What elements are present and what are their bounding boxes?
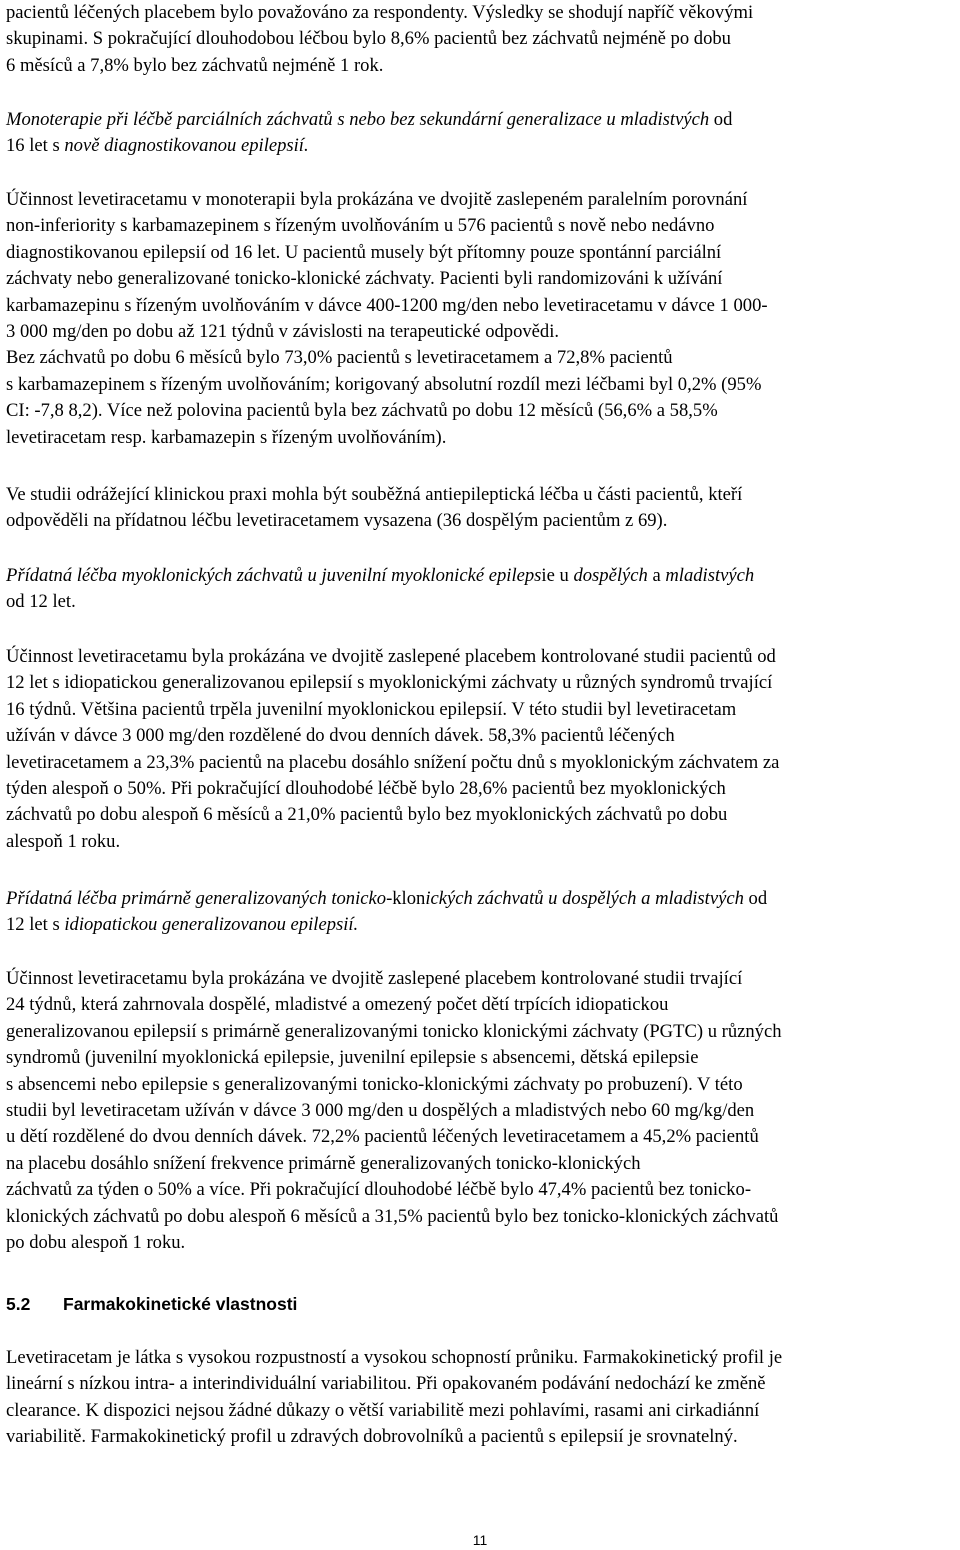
paragraph-pharmacokinetics	[6, 1345, 960, 1451]
text-line: záchvaty nebo generalizované tonicko-klonické záchvaty. Pacienti byli randomizováni k užívání	[6, 268, 723, 290]
text-line: Účinnost levetiracetamu v monoterapii byla prokázána ve dvojitě zaslepeném paralelním porovnání	[6, 189, 748, 210]
text-line: Ve studii odrážející klinickou praxi mohla být souběžná antiepileptická léčba u části pacientů, kteří	[6, 484, 743, 505]
text-line: Účinnost levetiracetamu byla prokázána ve dvojitě zaslepené placebem kontrolované studii pacientů od	[6, 646, 776, 667]
text-line: u dětí rozdělené do dvou denních dávek. 72,2% pacientů léčených levetiracetamem a 45,2% pacientů	[6, 1126, 759, 1148]
text-line: syndromů (juvenilní myoklonická epilepsie, juvenilní epilepsie s absencemi, dětská epilepsie	[6, 1047, 699, 1069]
text-line: užíván v dávce 3 000 mg/den rozdělené do dvou denních dávek. 58,3% pacientů léčených	[6, 725, 675, 747]
subheading-text: Monoterapie při léčbě parciálních záchvatů s nebo bez sekundární generalizace u mladistvých	[6, 109, 710, 130]
text-line: 3 000 mg/den po dobu až 121 týdnů v závislosti na terapeutické odpovědi.	[6, 321, 560, 343]
text-line: levetiracetamem a 23,3% pacientů na placebu dosáhlo snížení počtu dnů s myoklonickým záchvatem za	[6, 751, 780, 773]
text-line: klonických záchvatů po dobu alespoň 6 měsíců a 31,5% pacientů bylo bez tonicko-klonických záchvatů	[6, 1205, 779, 1227]
paragraph-clinical-practice	[6, 482, 960, 535]
text-line: generalizovanou epilepsií s primárně generalizovanými tonicko klonickými záchvaty (PGTC) u různých	[6, 1020, 782, 1042]
subheading-text: od	[709, 109, 733, 130]
paragraph-monotherapy	[6, 187, 960, 451]
text-line: týden alespoň o 50%. Při pokračující dlouhodobé léčbě bylo 28,6% pacientů bez myoklonických	[6, 778, 726, 800]
text-line: 16 týdnů. Většina pacientů trpěla juvenilní myoklonickou epilepsií. V této studii byl levetiracetam	[6, 698, 737, 720]
subheading-text: Přídatná léčba myoklonických záchvatů u juvenilní myoklonické epileps	[6, 565, 542, 586]
subheading-text: dospělých	[573, 565, 648, 586]
subheading-text: -klon	[386, 888, 426, 909]
subheading-text: ie u	[541, 565, 574, 586]
subheading-text: idiopatickou generalizovanou epilepsií.	[64, 914, 359, 936]
subheading-monotherapy	[6, 107, 960, 160]
subheading-text: 16 let s	[6, 135, 65, 157]
text-line: záchvatů po dobu alespoň 6 měsíců a 21,0% pacientů bylo bez myoklonických záchvatů po dobu	[6, 804, 728, 826]
text-line: clearance. K dispozici nejsou žádné důkazy o větší variabilitě mezi pohlavími, rasami ani cirkadiánní	[6, 1399, 760, 1421]
text-line: studii byl levetiracetam užíván v dávce 3 000 mg/den u dospělých a mladistvých nebo 60 mg/kg/den	[6, 1100, 755, 1122]
section-heading	[6, 1292, 297, 1316]
text-line: Bez záchvatů po dobu 6 měsíců bylo 73,0% pacientů s levetiracetamem a 72,8% pacientů	[6, 347, 673, 369]
paragraph-myoclonic	[6, 644, 960, 855]
subheading-pgtc	[6, 886, 960, 939]
text-line: odpověděli na přídatnou léčbu levetiracetamem vysazena (36 dospělým pacientům z 69).	[6, 510, 668, 532]
page-number: 11	[472, 1532, 488, 1548]
subheading-text: mladistvých	[665, 565, 755, 586]
text-line: po dobu alespoň 1 roku.	[6, 1232, 186, 1254]
text-line: 6 měsíců a 7,8% bylo bez záchvatů nejméně 1 rok.	[6, 54, 384, 76]
text-line: Účinnost levetiracetamu byla prokázána ve dvojitě zaslepené placebem kontrolované studii trvající	[6, 968, 743, 989]
subheading-text: od 12 let.	[6, 591, 76, 613]
text-line: levetiracetam resp. karbamazepin s řízeným uvolňováním).	[6, 426, 447, 448]
text-line: na placebu dosáhlo snížení frekvence primárně generalizovaných tonicko-klonických	[6, 1152, 641, 1174]
text-line: skupinami. S pokračující dlouhodobou léčbou bylo 8,6% pacientů bez záchvatů nejméně po dobu	[6, 28, 731, 50]
text-line: pacientů léčených placebem bylo považováno za respondenty. Výsledky se shodují napříč věkovými	[6, 2, 754, 23]
subheading-myoclonic	[6, 563, 960, 616]
text-line: CI: -7,8 8,2). Více než polovina pacientů byla bez záchvatů po dobu 12 měsíců (56,6% a 58,5%	[6, 400, 718, 422]
text-line: karbamazepinu s řízeným uvolňováním v dávce 400-1200 mg/den nebo levetiracetamu v dávce 1 000-	[6, 294, 768, 316]
text-line: s karbamazepinem s řízeným uvolňováním; korigovaný absolutní rozdíl mezi léčbami byl 0,2% (95%	[6, 373, 762, 395]
subheading-text: od	[743, 888, 768, 909]
text-line: variabilitě. Farmakokinetický profil u zdravých dobrovolníků a pacientů s epilepsií je srovnatelný.	[6, 1426, 738, 1448]
text-line: záchvatů za týden o 50% a více. Při pokračující dlouhodobé léčbě bylo 47,4% pacientů bez tonicko-	[6, 1179, 752, 1201]
paragraph-intro	[6, 0, 960, 79]
text-line: 24 týdnů, která zahrnovala dospělé, mladistvé a omezený počet dětí trpících idiopatickou	[6, 994, 669, 1016]
section-title: Farmakokinetické vlastnosti	[63, 1294, 298, 1314]
subheading-text: nově diagnostikovanou epilepsií.	[64, 135, 309, 157]
paragraph-pgtc	[6, 966, 960, 1256]
text-line: diagnostikovanou epilepsií od 16 let. U pacientů musely být přítomny pouze spontánní parciální	[6, 241, 722, 263]
subheading-text: ických záchvatů u dospělých a mladistvých	[425, 888, 744, 909]
text-line: Levetiracetam je látka s vysokou rozpustností a vysokou schopností průniku. Farmakokinetický profil je	[6, 1347, 783, 1368]
section-number: 5.2	[6, 1294, 31, 1314]
subheading-text: 12 let s	[6, 914, 65, 936]
text-line: 12 let s idiopatickou generalizovanou epilepsií s myoklonickými záchvaty u různých syndromů trvající	[6, 672, 773, 694]
subheading-text: a	[647, 565, 666, 586]
text-line: s absencemi nebo epilepsie s generalizovanými tonicko-klonickými záchvaty po probuzení). V této	[6, 1073, 743, 1095]
text-line: alespoň 1 roku.	[6, 830, 121, 852]
text-line: lineární s nízkou intra- a interindividuální variabilitou. Při opakovaném podávání nedochází ke změně	[6, 1373, 766, 1395]
subheading-text: Přídatná léčba primárně generalizovaných tonicko	[6, 888, 387, 909]
text-line: non-inferiority s karbamazepinem s řízeným uvolňováním u 576 pacientů s nově nebo nedávno	[6, 215, 715, 237]
